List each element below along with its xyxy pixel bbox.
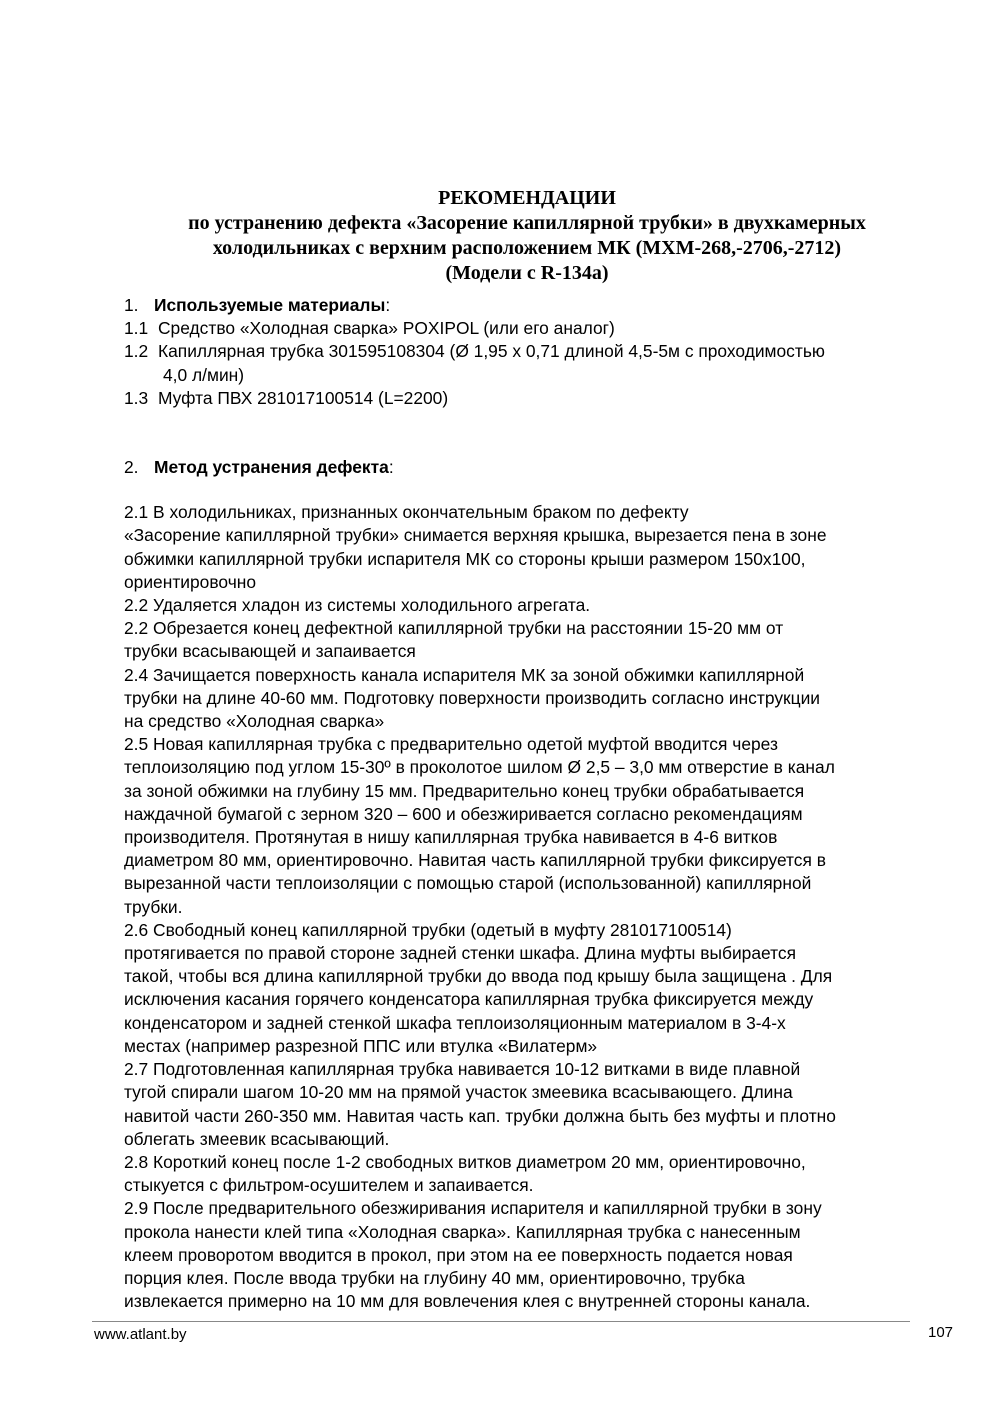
footer-divider bbox=[92, 1321, 910, 1322]
paragraph-2-1: 2.1 В холодильниках, признанных окончательным браком по дефекту «Засорение капиллярной трубки» снимается верхняя крышка, вырезается пена в зоне обжимки капиллярной трубки испарителя МК со стороны крыши размером 150х100, ориентировочно bbox=[124, 502, 827, 592]
material-item-cont: 4,0 л/мин) bbox=[163, 364, 245, 385]
title-line-3: холодильниках с верхним расположением МК (МХМ-268,-2706,-2712) bbox=[212, 237, 842, 259]
paragraph-2-3: 2.2 Обрезается конец дефектной капиллярной трубки на расстоянии 15-20 мм от трубки всасывающей и запаивается bbox=[124, 618, 784, 662]
material-item: 1.3 Муфта ПВХ 281017100514 (L=2200) bbox=[124, 387, 449, 408]
title-line-1: РЕКОМЕНДАЦИИ bbox=[438, 187, 616, 209]
paragraph-2-7: 2.7 Подготовленная капиллярная трубка навивается 10-12 витками в виде плавной тугой спирали шагом 10-20 мм на прямой участок змеевика всасывающего. Длина навитой части 260-350 мм. Навитая часть кап. трубки должна быть без муфты и плотно облегать змеевик всасывающий. bbox=[124, 1059, 836, 1149]
document-body bbox=[124, 294, 957, 1313]
section2-heading-text: Метод устранения дефекта bbox=[154, 457, 389, 478]
section2-number: 2. bbox=[124, 457, 139, 478]
paragraph-2-5: 2.5 Новая капиллярная трубка с предварительно одетой муфтой вводится через теплоизоляцию под углом 15-30º в проколотое шилом Ø 2,5 – 3,0 мм отверстие в канал за зоной обжимки на глубину 15 мм. Предварительно конец трубки обрабатывается наждачной бумагой с зерном 320 – 600 и обезжиривается согласно рекомендациям производителя. Протянутая в нишу капиллярная трубка навивается в 4-6 витков диаметром 80 мм, ориентировочно. Навитая часть капиллярной трубки фиксируется в вырезанной части теплоизоляции с помощью старой (использованной) капиллярной трубки. bbox=[124, 734, 835, 917]
section1-heading-text: Используемые материалы bbox=[154, 295, 386, 315]
footer-website[interactable]: www.atlant.by bbox=[94, 1326, 187, 1343]
paragraph-2-6: 2.6 Свободный конец капиллярной трубки (одетый в муфту 281017100514) протягивается по правой стороне задней стенки шкафа. Длина муфты выбирается такой, чтобы вся длина капиллярной трубки до ввода под крышу была защищена . Для исключения касания горячего конденсатора капиллярная трубка фиксируется между конденсатором и задней стенкой шкафа теплоизоляционным материалом в 3-4-х местах (например разрезной ППС или втулка «Вилатерм» bbox=[124, 919, 833, 1056]
paragraph-2-4: 2.4 Зачищается поверхность канала испарителя МК за зоной обжимки капиллярной трубки на длине 40-60 мм. Подготовку поверхности производить согласно инструкции на средство «Холодная сварка» bbox=[124, 664, 821, 732]
material-item: 1.2 Капиллярная трубка 301595108304 (Ø 1,95 х 0,71 длиной 4,5-5м с проходимостью bbox=[124, 341, 825, 362]
paragraph-2-8: 2.8 Короткий конец после 1-2 свободных витков диаметром 20 мм, ориентировочно, стыкуется с фильтром-осушителем и запаивается. bbox=[124, 1151, 806, 1196]
section1-heading: 1. Используемые материалы: bbox=[124, 294, 957, 317]
title-line-4: (Модели с R-134а) bbox=[445, 262, 609, 284]
section2-heading: 2. Метод устранения дефекта: bbox=[124, 456, 957, 479]
material-item: 1.1 Средство «Холодная сварка» POXIPOL (или его аналог) bbox=[124, 318, 615, 339]
section1-number: 1. bbox=[124, 295, 139, 315]
paragraph-2-9: 2.9 После предварительного обезжиривания испарителя и капиллярной трубки в зону прокола нанести клей типа «Холодная сварка». Капиллярная трубка с нанесенным клеем проворотом вводится в прокол, при этом на ее поверхность подается новая порция клея. После ввода трубки на глубину 40 мм, ориентировочно, трубка извлекается примерно на 10 мм для вовлечения клея с внутренней стороны канала. bbox=[124, 1198, 822, 1312]
paragraph-2-2: 2.2 Удаляется хладон из системы холодильного агрегата. bbox=[124, 595, 591, 616]
document-title bbox=[0, 186, 992, 286]
title-line-2: по устранению дефекта «Засорение капиллярной трубки» в двухкамерных bbox=[188, 212, 866, 234]
page-number: 107 bbox=[928, 1324, 954, 1341]
